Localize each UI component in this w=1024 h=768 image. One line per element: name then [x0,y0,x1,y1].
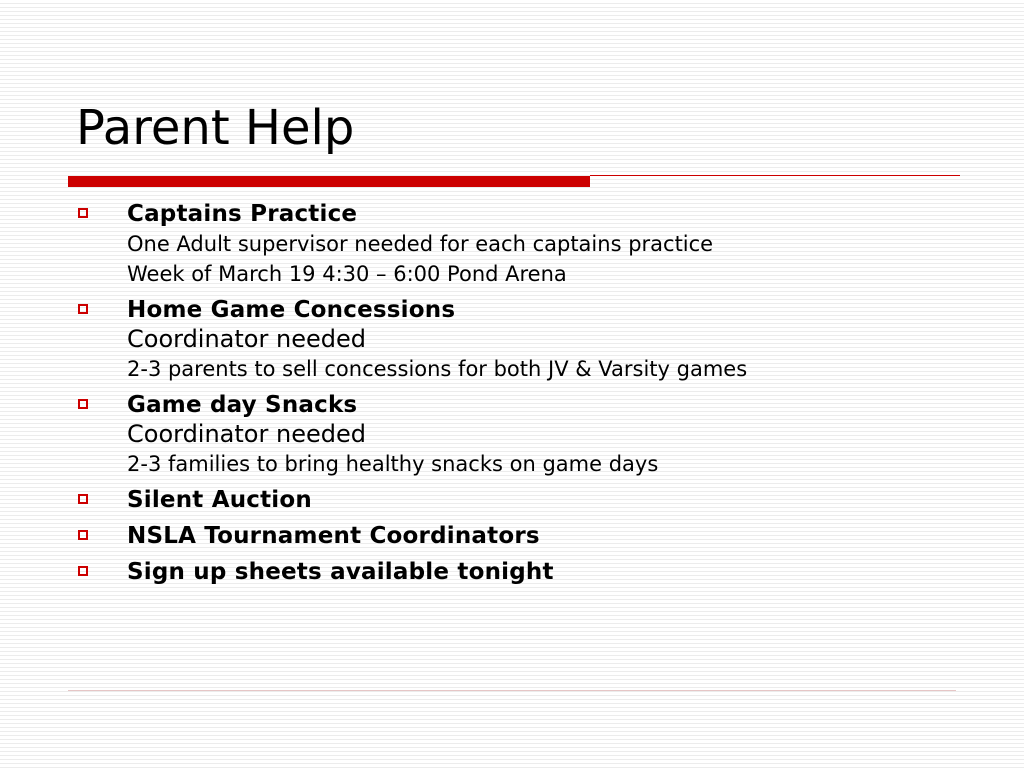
item-detail: One Adult supervisor needed for each captains practice [127,232,714,256]
footer-divider [68,690,956,691]
list-item-silent-auction [76,486,976,515]
item-title: NSLA Tournament Coordinators [127,523,540,549]
item-title: Sign up sheets available tonight [127,559,554,585]
hollow-square-bullet-icon [78,208,88,218]
hollow-square-bullet-icon [78,494,88,504]
item-detail: Week of March 19 4:30 – 6:00 Pond Arena [127,262,567,286]
title-underline-thick [68,176,590,187]
item-detail: 2-3 families to bring healthy snacks on game days [127,452,659,476]
title-underline-thin [590,175,960,176]
list-item-game-day-snacks [76,391,976,479]
list-item-home-game-concessions [76,296,976,384]
item-detail: Coordinator needed [127,420,366,448]
bullet-list [76,200,976,594]
list-item-sign-up-sheets [76,558,976,587]
list-item-nsla-tournament-coordinators [76,522,976,551]
hollow-square-bullet-icon [78,304,88,314]
item-title: Silent Auction [127,487,312,513]
item-detail: 2-3 parents to sell concessions for both JV & Varsity games [127,357,748,381]
item-title: Home Game Concessions [127,297,456,323]
item-title: Game day Snacks [127,392,358,418]
slide-title: Parent Help [76,100,355,156]
item-detail: Coordinator needed [127,325,366,353]
item-title: Captains Practice [127,201,358,227]
hollow-square-bullet-icon [78,566,88,576]
hollow-square-bullet-icon [78,399,88,409]
list-item-captains-practice [76,200,976,289]
hollow-square-bullet-icon [78,530,88,540]
